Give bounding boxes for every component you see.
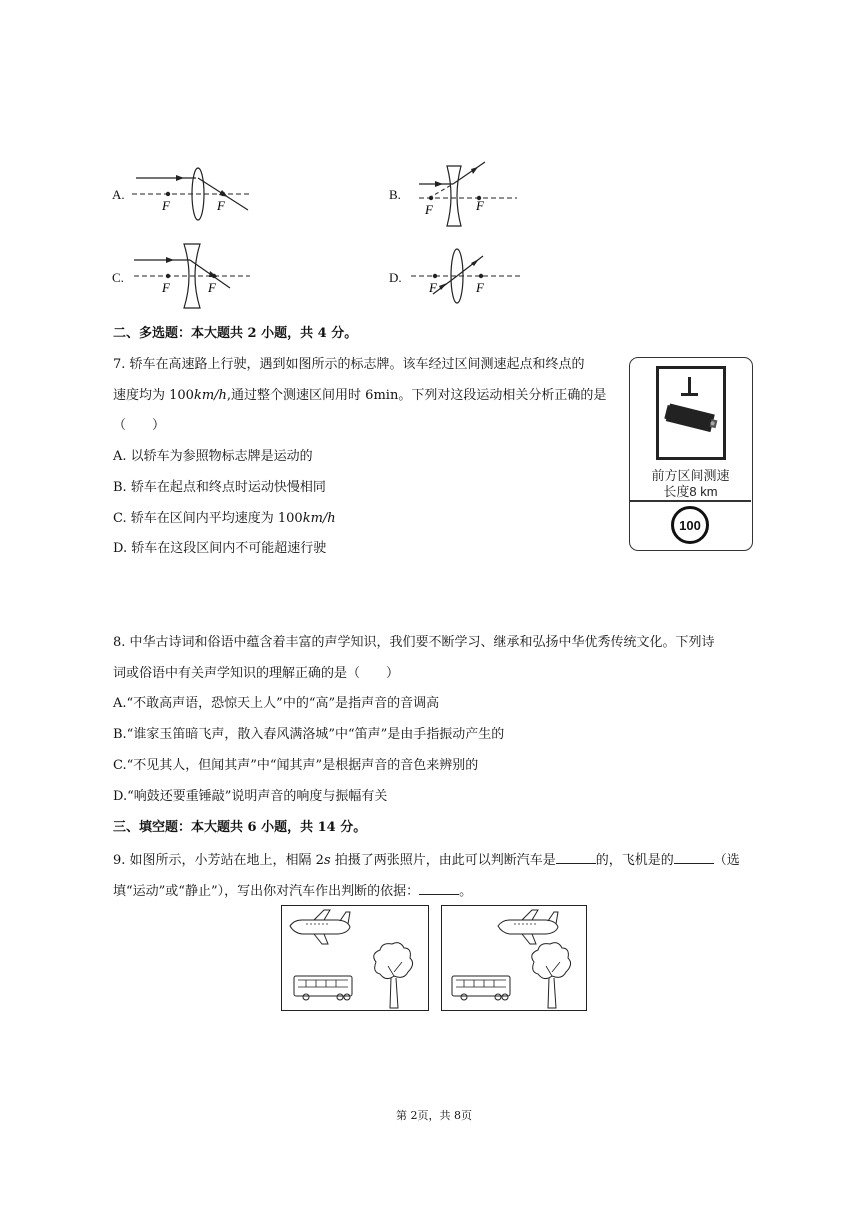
- q8-option-a: A.“不敢高声语，恐惊天上人”中的“高”是指声音的音调高: [113, 696, 440, 711]
- speed-limit-value: 100: [679, 517, 701, 533]
- tree-icon: [532, 943, 571, 1008]
- svg-text:F: F: [476, 280, 484, 295]
- bus-icon: [452, 976, 510, 1000]
- question-9-line: 填“运动”或“静止”），写出你对汽车作出判断的依据： 。: [113, 884, 473, 899]
- photo-2: [441, 905, 587, 1011]
- tree-icon: [374, 943, 413, 1008]
- option-label: D.: [389, 270, 402, 285]
- q7-option-c: C. 轿车在区间内平均速度为 100km/h: [113, 511, 336, 526]
- sign-panel: [656, 366, 726, 460]
- question-7-bracket: （ ）: [113, 418, 166, 433]
- question-7-line: 速度均为 100km/h,通过整个测速区间用时 6min。下列对这段运动相关分析正确的是: [113, 388, 607, 403]
- answer-blank[interactable]: [419, 882, 459, 895]
- answer-blank[interactable]: [556, 851, 596, 864]
- section-heading: 二、多选题：本大题共 2 小题，共 4 分。: [113, 326, 358, 341]
- section-heading: 三、填空题：本大题共 6 小题，共 14 分。: [113, 820, 367, 835]
- q6-option-b: [389, 160, 519, 230]
- sign-divider: [630, 500, 751, 502]
- option-label: C.: [112, 270, 124, 285]
- q8-option-b: B.“谁家玉笛暗飞声，散入春风满洛城”中“笛声”是由手指振动产生的: [113, 727, 505, 742]
- svg-text:F: F: [162, 198, 170, 213]
- camera-icon: [661, 373, 721, 453]
- convex-lens-diagram: [126, 160, 252, 230]
- option-label: A.: [112, 187, 125, 202]
- svg-text:F: F: [162, 280, 170, 295]
- option-label: B.: [389, 187, 401, 202]
- photo-1-scene: [282, 906, 428, 1010]
- svg-text:F: F: [208, 280, 216, 295]
- q8-option-c: C.“不见其人，但闻其声”中“闻其声”是根据声音的音色来辨别的: [113, 758, 479, 773]
- airplane-icon: [290, 910, 350, 944]
- sign-text-line1: 前方区间测速: [651, 468, 730, 483]
- q6-option-d: [389, 242, 529, 312]
- question-8-line: 8. 中华古诗词和俗语中蕴含着丰富的声学知识，我们要不断学习、继承和弘扬中华优秀传统文化。下列诗: [113, 635, 715, 650]
- concave-lens-diagram: [126, 242, 252, 312]
- q7-option-d: D. 轿车在这段区间内不可能超速行驶: [113, 541, 327, 556]
- convex-lens-diagram: [403, 242, 529, 312]
- airplane-icon: [498, 910, 558, 944]
- svg-text:F: F: [425, 202, 433, 217]
- photo-1: [281, 905, 429, 1011]
- question-9-line: 9. 如图所示，小芳站在地上，相隔 2s 拍摄了两张照片，由此可以判断汽车是 的，飞机是的 （选: [113, 853, 740, 868]
- speed-camera-sign: [629, 357, 753, 551]
- speed-limit-circle: [671, 506, 709, 544]
- question-7-line: 7. 轿车在高速路上行驶，遇到如图所示的标志牌。该车经过区间测速起点和终点的: [113, 357, 585, 372]
- svg-text:F: F: [217, 198, 225, 213]
- q6-option-c: [112, 242, 252, 312]
- q7-option-b: B. 轿车在起点和终点时运动快慢相同: [113, 480, 326, 495]
- question-8-line: 词或俗语中有关声学知识的理解正确的是（ ）: [113, 666, 400, 681]
- q8-option-d: D.“响鼓还要重锤敲”说明声音的响度与振幅有关: [113, 789, 388, 804]
- sign-text-line2: 长度8 km: [663, 484, 718, 499]
- answer-blank[interactable]: [674, 851, 714, 864]
- svg-text:F: F: [476, 198, 484, 213]
- concave-lens-diagram: [401, 160, 519, 230]
- q6-option-a: [112, 160, 252, 230]
- q7-option-a: A. 以轿车为参照物标志牌是运动的: [113, 449, 313, 464]
- bus-icon: [294, 976, 352, 1000]
- photo-2-scene: [442, 906, 586, 1010]
- page-number: 第 2页，共 8页: [396, 1109, 472, 1122]
- svg-text:F: F: [429, 280, 437, 295]
